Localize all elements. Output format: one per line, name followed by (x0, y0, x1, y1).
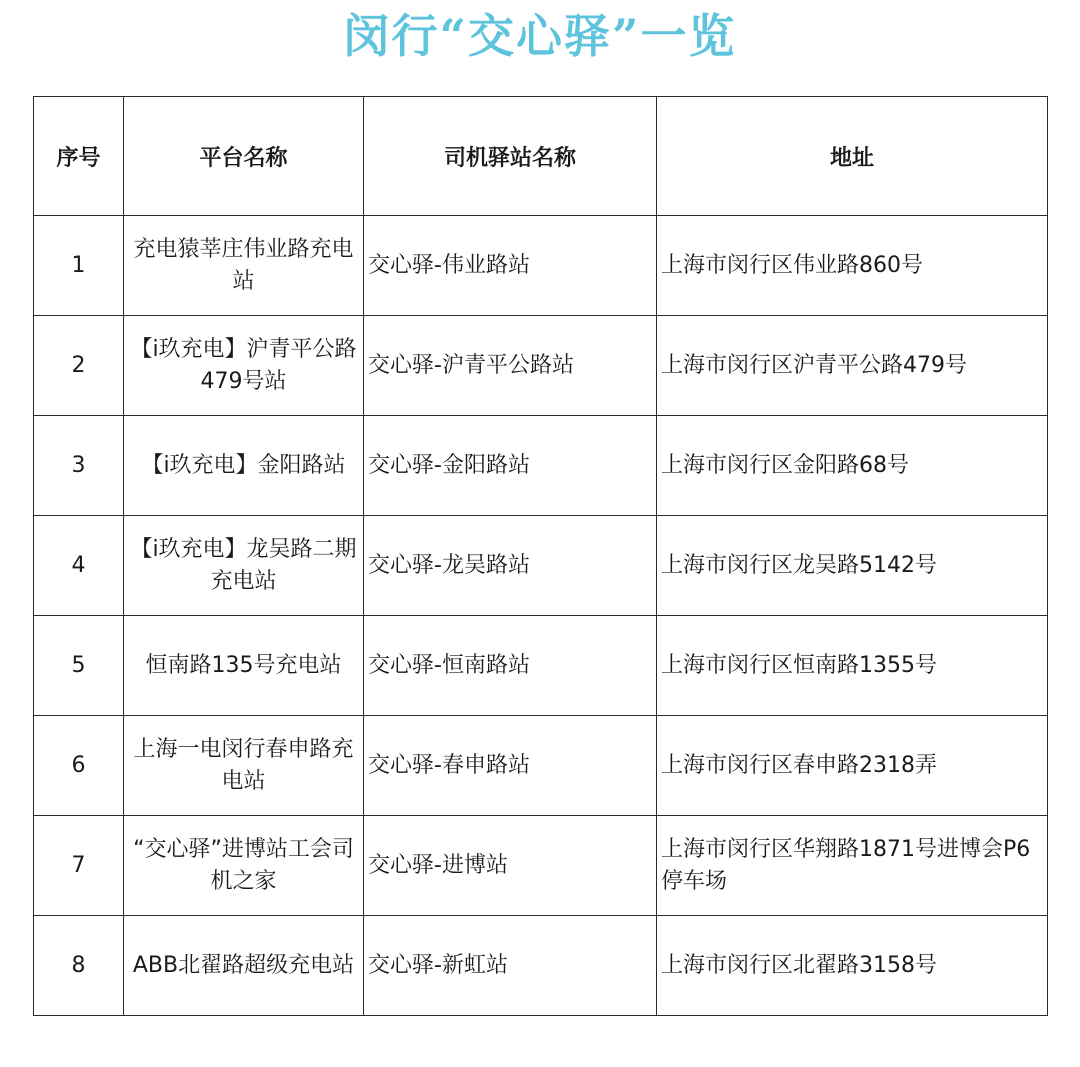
header-station: 司机驿站名称 (364, 97, 657, 216)
cell-platform: “交心驿”进博站工会司机之家 (124, 816, 364, 916)
cell-station: 交心驿-进博站 (364, 816, 657, 916)
header-platform: 平台名称 (124, 97, 364, 216)
cell-address: 上海市闵行区龙吴路5142号 (657, 516, 1048, 616)
cell-platform: 【i玖充电】沪青平公路479号站 (124, 316, 364, 416)
cell-num: 7 (34, 816, 124, 916)
table-row (34, 616, 1048, 716)
cell-platform: 【i玖充电】金阳路站 (124, 416, 364, 516)
cell-num: 4 (34, 516, 124, 616)
cell-station: 交心驿-金阳路站 (364, 416, 657, 516)
cell-num: 1 (34, 216, 124, 316)
table-row (34, 716, 1048, 816)
stations-table (33, 96, 1048, 1016)
cell-station: 交心驿-龙吴路站 (364, 516, 657, 616)
cell-num: 5 (34, 616, 124, 716)
table-row (34, 416, 1048, 516)
cell-address: 上海市闵行区伟业路860号 (657, 216, 1048, 316)
table-row (34, 516, 1048, 616)
table-row (34, 316, 1048, 416)
cell-platform: 恒南路135号充电站 (124, 616, 364, 716)
cell-address: 上海市闵行区北翟路3158号 (657, 916, 1048, 1016)
header-address: 地址 (657, 97, 1048, 216)
cell-address: 上海市闵行区沪青平公路479号 (657, 316, 1048, 416)
table-row (34, 216, 1048, 316)
table-row (34, 816, 1048, 916)
cell-station: 交心驿-沪青平公路站 (364, 316, 657, 416)
cell-address: 上海市闵行区华翔路1871号进博会P6停车场 (657, 816, 1048, 916)
cell-address: 上海市闵行区春申路2318弄 (657, 716, 1048, 816)
cell-platform: ABB北翟路超级充电站 (124, 916, 364, 1016)
cell-platform: 充电猿莘庄伟业路充电站 (124, 216, 364, 316)
cell-num: 2 (34, 316, 124, 416)
table-row (34, 916, 1048, 1016)
cell-num: 6 (34, 716, 124, 816)
cell-address: 上海市闵行区恒南路1355号 (657, 616, 1048, 716)
cell-station: 交心驿-恒南路站 (364, 616, 657, 716)
cell-num: 8 (34, 916, 124, 1016)
cell-platform: 上海一电闵行春申路充电站 (124, 716, 364, 816)
cell-station: 交心驿-新虹站 (364, 916, 657, 1016)
cell-station: 交心驿-伟业路站 (364, 216, 657, 316)
cell-station: 交心驿-春申路站 (364, 716, 657, 816)
cell-num: 3 (34, 416, 124, 516)
header-num: 序号 (34, 97, 124, 216)
page-title: 闵行“交心驿”一览 (343, 9, 737, 63)
table-header-row (34, 97, 1048, 216)
cell-address: 上海市闵行区金阳路68号 (657, 416, 1048, 516)
cell-platform: 【i玖充电】龙吴路二期充电站 (124, 516, 364, 616)
